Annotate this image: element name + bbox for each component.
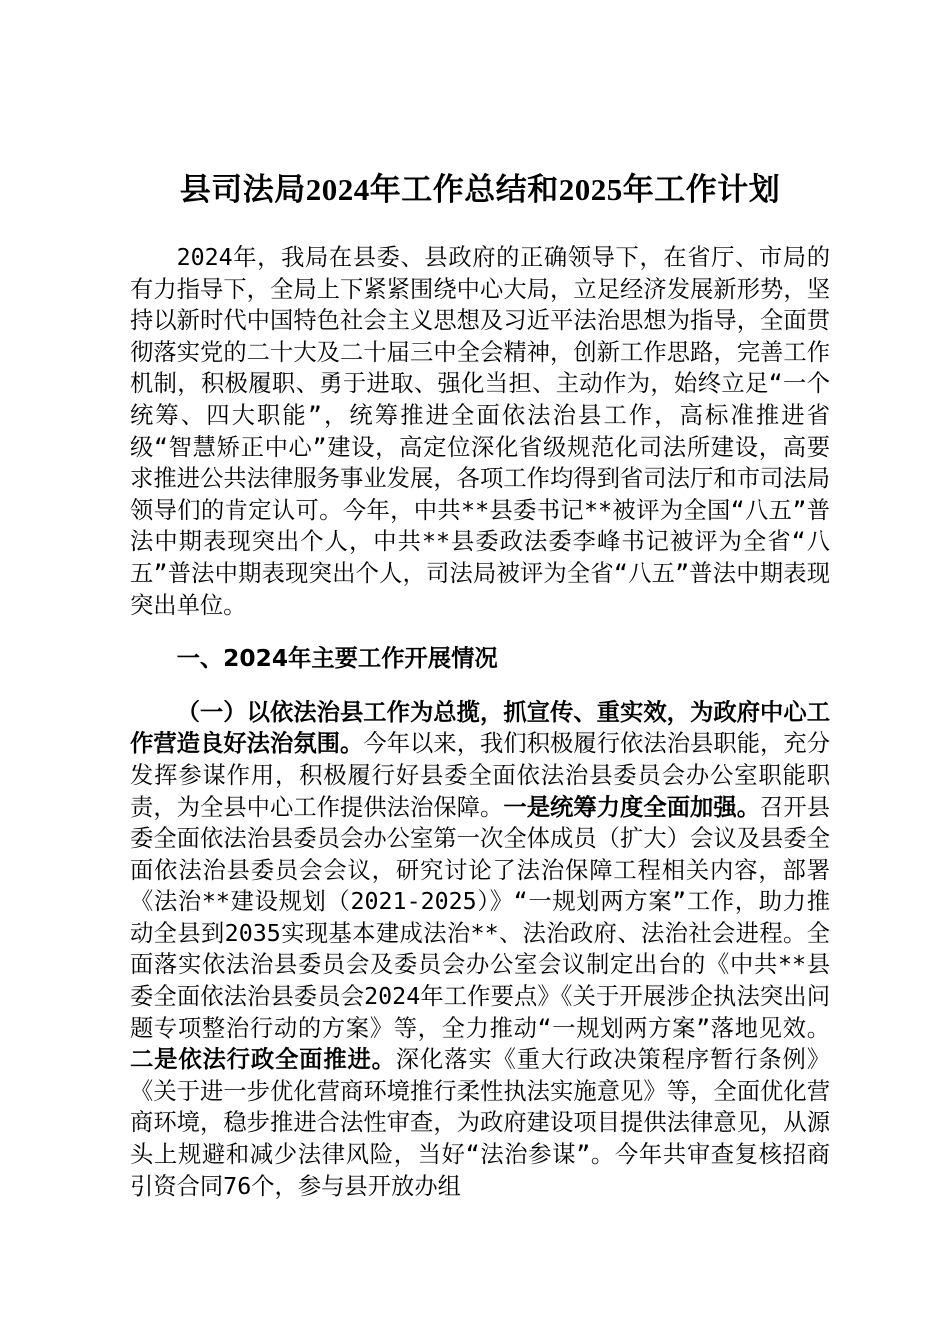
document-page [130,168,830,1202]
title-year-2: 2025 [558,172,623,207]
section-heading-1: 一、2024年主要工作开展情况 [176,645,498,673]
point-text-1: 召开县委全面依法治县委员会办公室第一次全体成员（扩大）会议及县委全面依法治县委员会会议，研究讨论了法治保障工程相关内容，部署《法治**建设规划（2021-2025）》“一规划两方案”工作，助力推动全县到2035实现基本建成法治**、法治政府、法治社会进程。全面落实依法治县委员会及委员会办公室会议制定出台的《中共**县委全面依法治县委员会2024年工作要点》《关于开展涉企执法突出问题专项整治行动的方案》等，全力推动“一规划两方案”落地见效。 [130,793,831,1042]
subsection-heading-1: （一）以依法治县工作为总揽，抓宣传、重实效，为政府中心工作营造良好法治氛围。 [130,698,830,758]
subsection-paragraph-1 [130,697,830,1203]
point-heading-1: 一是统筹力度全面加强。 [503,793,761,821]
point-text-2: 深化落实《重大行政决策程序暂行条例》《关于进一步优化营商环境推行柔性执法实施意见》等，全面优化营商环境，稳步推进合法性审查，为政府建设项目提供法律意见，从源头上规避和减少法律风险，当好“法治参谋”。今年共审查复核招商引资合同76个，参与县开放办组 [130,1046,831,1200]
intro-paragraph: 2024年，我局在县委、县政府的正确领导下，在省厅、市局的有力指导下，全局上下紧紧围绕中心大局，立足经济发展新形势，坚持以新时代中国特色社会主义思想及习近平法治思想为指导，全面贯彻落实党的二十大及二十届三中全会精神，创新工作思路，完善工作机制，积极履职、勇于进取、强化当担、主动作为，始终立足“一个统筹、四大职能”，统筹推进全面依法治县工作，高标准推进省级“智慧矫正中心”建设，高定位深化省级规范化司法所建设，高要求推进公共法律服务事业发展，各项工作均得到省司法厅和市司法局领导们的肯定认可。今年，中共**县委书记**被评为全国“八五”普法中期表现突出个人，中共**县委政法委李峰书记被评为全省“八五”普法中期表现突出个人，司法局被评为全省“八五”普法中期表现突出单位。 [130,244,830,619]
document-body [130,242,830,1202]
point-heading-2: 二是依法行政全面推进。 [130,1046,396,1074]
document-title [130,168,830,212]
title-text-2: 年工作总结和 [369,172,559,208]
title-year-1: 2024 [305,172,370,207]
title-text-3: 年工作计划 [622,172,781,208]
title-text-1: 县司法局 [179,172,306,208]
subsection-text-1: 今年以来，我们积极履行依法治县职能，充分发挥参谋作用，积极履行好县委全面依法治县委员会办公室职能职责，为全县中心工作提供法治保障。 [130,730,831,821]
